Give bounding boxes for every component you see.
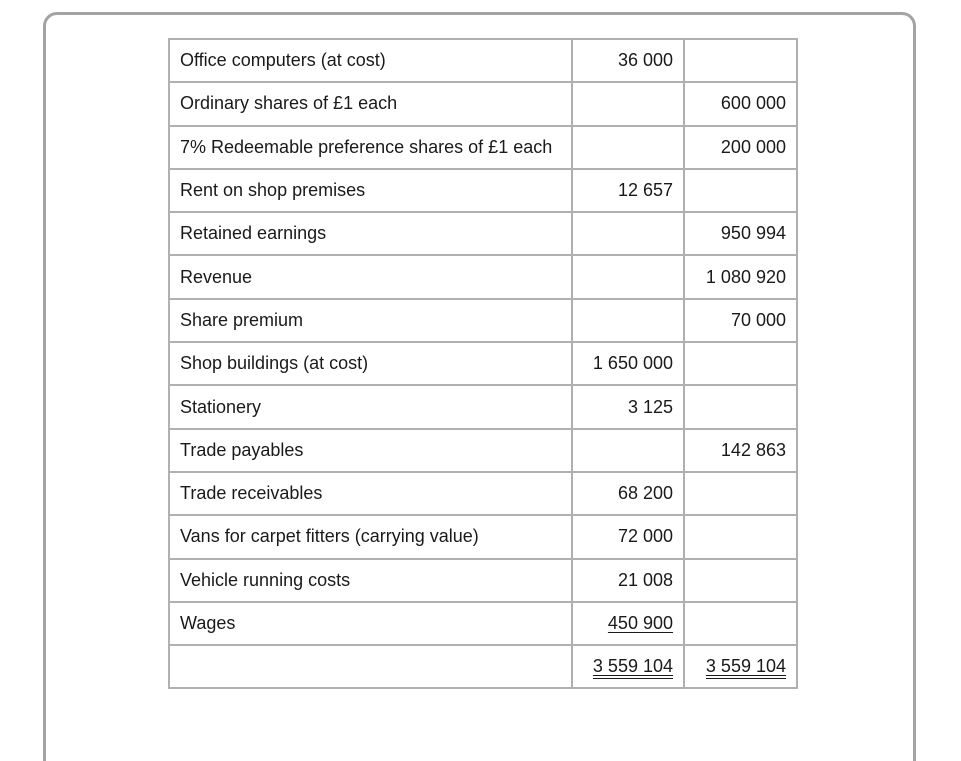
debit-amount (572, 82, 684, 125)
account-label: 7% Redeemable preference shares of £1 each (169, 126, 572, 169)
debit-amount (572, 212, 684, 255)
table-row (169, 169, 797, 212)
table-row (169, 559, 797, 602)
debit-amount-underlined: 450 900 (607, 613, 673, 633)
credit-total-value: 3 559 104 (705, 656, 786, 677)
debit-amount (572, 299, 684, 342)
account-label: Vehicle running costs (169, 559, 572, 602)
debit-amount (572, 429, 684, 472)
credit-amount (684, 602, 797, 645)
debit-total (572, 645, 684, 688)
debit-amount (572, 602, 684, 645)
totals-label (169, 645, 572, 688)
table-row (169, 255, 797, 298)
debit-amount: 21 008 (572, 559, 684, 602)
table-row (169, 82, 797, 125)
account-label: Vans for carpet fitters (carrying value) (169, 515, 572, 558)
credit-amount: 1 080 920 (684, 255, 797, 298)
table-row (169, 515, 797, 558)
account-label: Trade receivables (169, 472, 572, 515)
table-row (169, 602, 797, 645)
account-label: Ordinary shares of £1 each (169, 82, 572, 125)
account-label: Rent on shop premises (169, 169, 572, 212)
table-row (169, 39, 797, 82)
credit-amount: 600 000 (684, 82, 797, 125)
credit-amount (684, 39, 797, 82)
credit-amount (684, 559, 797, 602)
table-row (169, 385, 797, 428)
debit-amount: 72 000 (572, 515, 684, 558)
table-row (169, 126, 797, 169)
account-label: Shop buildings (at cost) (169, 342, 572, 385)
debit-total-value: 3 559 104 (592, 656, 673, 677)
debit-amount (572, 126, 684, 169)
account-label: Wages (169, 602, 572, 645)
account-label: Stationery (169, 385, 572, 428)
debit-amount: 36 000 (572, 39, 684, 82)
table-row (169, 429, 797, 472)
credit-amount (684, 169, 797, 212)
credit-total (684, 645, 797, 688)
debit-amount: 12 657 (572, 169, 684, 212)
credit-amount (684, 515, 797, 558)
credit-amount (684, 342, 797, 385)
account-label: Retained earnings (169, 212, 572, 255)
credit-amount: 950 994 (684, 212, 797, 255)
debit-amount: 3 125 (572, 385, 684, 428)
table-row (169, 212, 797, 255)
account-label: Trade payables (169, 429, 572, 472)
table-row (169, 342, 797, 385)
table-row (169, 472, 797, 515)
credit-amount: 142 863 (684, 429, 797, 472)
account-label: Office computers (at cost) (169, 39, 572, 82)
credit-amount: 70 000 (684, 299, 797, 342)
account-label: Share premium (169, 299, 572, 342)
credit-amount (684, 385, 797, 428)
debit-amount: 68 200 (572, 472, 684, 515)
credit-amount (684, 472, 797, 515)
debit-amount (572, 255, 684, 298)
account-label: Revenue (169, 255, 572, 298)
totals-row (169, 645, 797, 688)
debit-amount: 1 650 000 (572, 342, 684, 385)
trial-balance-table (168, 38, 798, 689)
credit-amount: 200 000 (684, 126, 797, 169)
table-row (169, 299, 797, 342)
